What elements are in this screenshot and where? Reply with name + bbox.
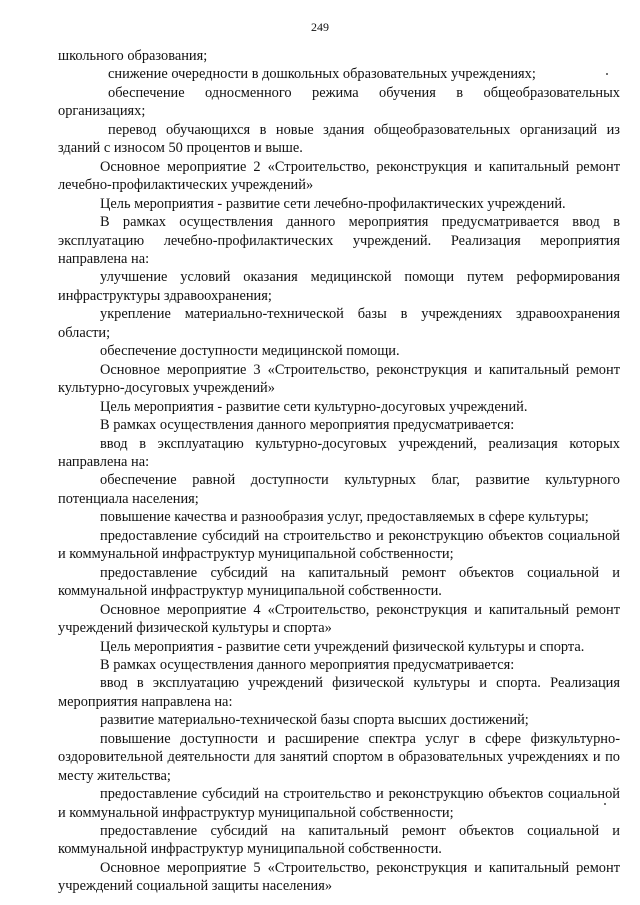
measure-heading: Основное мероприятие 3 «Строительство, реконструкция и капитальный ремонт культурно-досуговых учреждений»	[58, 361, 620, 397]
document-body	[58, 47, 620, 896]
measure-goal: Цель мероприятия - развитие сети учреждений физической культуры и спорта.	[100, 638, 585, 655]
list-item: ввод в эксплуатацию учреждений физической культуры и спорта. Реализация мероприятия направлена на:	[58, 675, 620, 710]
list-item: обеспечение равной доступности культурных благ, развитие культурного потенциала населения;	[58, 472, 620, 507]
list-item: снижение очередности в дошкольных образовательных учреждениях;	[108, 66, 536, 83]
page-number: 249	[311, 20, 329, 34]
list-item: предоставление субсидий на капитальный ремонт объектов социальной и коммунальной инфраструктур муниципальной собственности.	[58, 564, 620, 600]
measure-heading: Основное мероприятие 4 «Строительство, реконструкция и капитальный ремонт учреждений физической культуры и спорта»	[58, 601, 620, 637]
scan-speck	[604, 803, 606, 805]
measure-heading: Основное мероприятие 2 «Строительство, реконструкция и капитальный ремонт лечебно-профилактических учреждений»	[58, 158, 620, 194]
list-item: обеспечение односменного режима обучения в общеобразовательных организациях;	[58, 84, 620, 120]
measure-goal: Цель мероприятия - развитие сети культурно-досуговых учреждений.	[100, 398, 528, 415]
list-item: предоставление субсидий на строительство и реконструкцию объектов социальной и коммунальной инфраструктур муниципальной собственности;	[58, 786, 620, 821]
list-item: перевод обучающихся в новые здания общеобразовательных организаций из зданий с износом 50 процентов и выше.	[58, 121, 620, 157]
paragraph: школьного образования;	[58, 48, 208, 64]
list-item: предоставление субсидий на капитальный ремонт объектов социальной и коммунальной инфраструктур муниципальной собственности.	[58, 823, 620, 858]
list-item: повышение доступности и расширение спектра услуг в сфере физкультурно-оздоровительной деятельности для занятий спортом в образовательных учреждениях и по месту жительства;	[58, 730, 620, 784]
paragraph: В рамках осуществления данного мероприятия предусматривается:	[100, 656, 515, 673]
list-item: повышение качества и разнообразия услуг, предоставляемых в сфере культуры;	[100, 509, 589, 526]
list-item: ввод в эксплуатацию культурно-досуговых учреждений, реализация которых направлена на:	[58, 435, 620, 470]
paragraph: В рамках осуществления данного мероприятия предусматривается ввод в эксплуатацию лечебно-профилактических учреждений. Реализация мероприятия направлена на:	[58, 214, 620, 267]
measure-heading: Основное мероприятие 5 «Строительство, реконструкция и капитальный ремонт учреждений социальной защиты населения»	[58, 859, 620, 895]
paragraph: В рамках осуществления данного мероприятия предусматривается:	[100, 417, 515, 434]
list-item: предоставление субсидий на строительство и реконструкцию объектов социальной и коммунальной инфраструктур муниципальной собственности;	[58, 527, 620, 563]
list-item: обеспечение доступности медицинской помощи.	[100, 343, 400, 360]
list-item: укрепление материально-технической базы в учреждениях здравоохранения области;	[58, 306, 620, 341]
list-item: развитие материально-технической базы спорта высших достижений;	[100, 712, 529, 729]
measure-goal: Цель мероприятия - развитие сети лечебно-профилактических учреждений.	[100, 195, 566, 212]
scan-speck	[606, 73, 608, 75]
list-item: улучшение условий оказания медицинской помощи путем реформирования инфраструктуры здравоохранения;	[58, 269, 620, 304]
